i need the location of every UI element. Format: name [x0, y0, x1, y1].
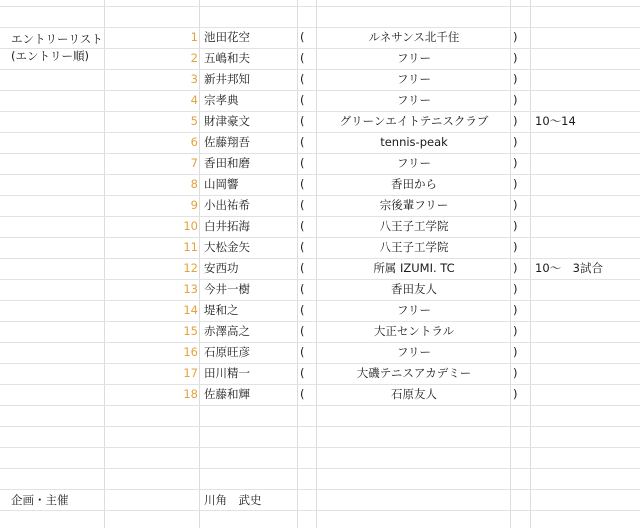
paren-close-cell[interactable]: ) [513, 219, 518, 233]
table-row [0, 132, 640, 153]
row-divider [0, 405, 640, 406]
paren-open-cell[interactable]: ( [300, 30, 305, 44]
note-cell[interactable] [535, 27, 639, 48]
paren-open-cell[interactable]: ( [300, 366, 305, 380]
note-cell[interactable] [535, 216, 639, 237]
club-cell[interactable]: 宗後輩フリー [379, 198, 449, 212]
table-row [0, 90, 640, 111]
paren-close-cell[interactable]: ) [513, 156, 518, 170]
paren-close-cell[interactable]: ) [513, 72, 518, 86]
club-cell[interactable]: 石原友人 [391, 387, 437, 401]
paren-close-cell[interactable]: ) [513, 261, 518, 275]
paren-open-cell[interactable]: ( [300, 93, 305, 107]
table-row [0, 300, 640, 321]
player-name-cell[interactable]: 白井拓海 [204, 219, 250, 233]
club-cell[interactable]: tennis-peak [380, 135, 448, 149]
entry-number-cell[interactable]: 4 [190, 93, 198, 107]
paren-close-cell[interactable]: ) [513, 387, 518, 401]
club-cell[interactable]: グリーンエイトテニスクラブ [339, 114, 489, 128]
club-cell[interactable]: ルネサンス北千住 [368, 30, 460, 44]
note-cell[interactable] [535, 279, 639, 300]
paren-close-cell[interactable]: ) [513, 282, 518, 296]
entry-number-cell[interactable]: 7 [190, 156, 198, 170]
player-name-cell[interactable]: 新井邦知 [204, 72, 250, 86]
table-row [0, 69, 640, 90]
entry-number-cell[interactable]: 13 [183, 282, 198, 296]
paren-close-cell[interactable]: ) [513, 177, 518, 191]
table-row [0, 153, 640, 174]
note-cell[interactable] [535, 363, 639, 384]
player-name-cell[interactable]: 佐藤和輝 [204, 387, 250, 401]
player-name-cell[interactable]: 池田花空 [204, 30, 250, 44]
player-name-cell[interactable]: 山岡響 [204, 177, 239, 191]
paren-close-cell[interactable]: ) [513, 324, 518, 338]
club-cell[interactable]: 八王子工学院 [379, 219, 449, 233]
note-cell[interactable] [535, 132, 639, 153]
note-cell[interactable] [535, 48, 639, 69]
paren-open-cell[interactable]: ( [300, 72, 305, 86]
club-cell[interactable]: 大正セントラル [373, 324, 455, 338]
table-row [0, 111, 640, 132]
player-name-cell[interactable]: 安西功 [204, 261, 239, 275]
note-cell[interactable] [535, 300, 639, 321]
club-cell[interactable]: フリー [396, 93, 432, 107]
entry-number-cell[interactable]: 8 [190, 177, 198, 191]
player-name-cell[interactable]: 今井一樹 [204, 282, 250, 296]
paren-open-cell[interactable]: ( [300, 198, 305, 212]
paren-open-cell[interactable]: ( [300, 387, 305, 401]
note-cell[interactable] [535, 69, 639, 90]
club-cell[interactable]: 所属 IZUMI. TC [373, 261, 455, 275]
entry-number-cell[interactable]: 11 [183, 240, 198, 254]
entry-number-cell[interactable]: 5 [190, 114, 198, 128]
entry-number-cell[interactable]: 17 [183, 366, 198, 380]
paren-open-cell[interactable]: ( [300, 303, 305, 317]
entry-number-cell[interactable]: 16 [183, 345, 198, 359]
entry-number-cell[interactable]: 2 [190, 51, 198, 65]
entry-number-cell[interactable]: 10 [183, 219, 198, 233]
table-row [0, 237, 640, 258]
note-cell[interactable] [535, 153, 639, 174]
club-cell[interactable]: 香田から [391, 177, 437, 191]
player-name-cell[interactable]: 赤澤高之 [204, 324, 250, 338]
club-cell[interactable]: フリー [396, 72, 432, 86]
organizer-label[interactable]: 企画・主催 [11, 493, 69, 507]
club-cell[interactable]: フリー [396, 156, 432, 170]
club-cell[interactable]: 香田友人 [391, 282, 437, 296]
paren-close-cell[interactable]: ) [513, 198, 518, 212]
paren-close-cell[interactable]: ) [513, 240, 518, 254]
paren-open-cell[interactable]: ( [300, 156, 305, 170]
club-cell[interactable]: 大磯テニスアカデミー [356, 366, 472, 380]
sheet-title[interactable]: エントリーリスト [11, 32, 103, 46]
player-name-cell[interactable]: 石原旺彦 [204, 345, 250, 359]
entry-number-cell[interactable]: 6 [190, 135, 198, 149]
paren-close-cell[interactable]: ) [513, 114, 518, 128]
paren-open-cell[interactable]: ( [300, 345, 305, 359]
player-name-cell[interactable]: 佐藤翔吾 [204, 135, 250, 149]
paren-open-cell[interactable]: ( [300, 324, 305, 338]
paren-close-cell[interactable]: ) [513, 93, 518, 107]
paren-open-cell[interactable]: ( [300, 240, 305, 254]
player-name-cell[interactable]: 宗孝典 [204, 93, 239, 107]
note-cell[interactable] [535, 321, 639, 342]
note-cell[interactable] [535, 342, 639, 363]
paren-close-cell[interactable]: ) [513, 303, 518, 317]
club-cell[interactable]: フリー [396, 345, 432, 359]
player-name-cell[interactable]: 香田和磨 [204, 156, 250, 170]
note-cell[interactable] [535, 237, 639, 258]
paren-close-cell[interactable]: ) [513, 366, 518, 380]
paren-close-cell[interactable]: ) [513, 345, 518, 359]
table-row [0, 363, 640, 384]
paren-close-cell[interactable]: ) [513, 51, 518, 65]
paren-open-cell[interactable]: ( [300, 177, 305, 191]
row-divider [0, 510, 640, 511]
table-row [0, 321, 640, 342]
row-divider [0, 489, 640, 490]
table-row [0, 174, 640, 195]
table-row [0, 384, 640, 405]
note-cell[interactable] [535, 174, 639, 195]
note-cell[interactable]: 10〜 3試合 [535, 261, 603, 275]
table-row [0, 342, 640, 363]
paren-open-cell[interactable]: ( [300, 135, 305, 149]
paren-open-cell[interactable]: ( [300, 114, 305, 128]
player-name-cell[interactable]: 五嶋和夫 [204, 51, 250, 65]
player-name-cell[interactable]: 財津豪文 [204, 114, 250, 128]
entry-number-cell[interactable]: 9 [190, 198, 198, 212]
organizer-name[interactable]: 川角 武史 [204, 493, 262, 507]
club-cell[interactable]: 八王子工学院 [379, 240, 449, 254]
row-divider [0, 6, 640, 7]
paren-open-cell[interactable]: ( [300, 282, 305, 296]
note-cell[interactable] [535, 90, 639, 111]
entry-number-cell[interactable]: 18 [183, 387, 198, 401]
entry-number-cell[interactable]: 1 [190, 30, 198, 44]
note-cell[interactable] [535, 384, 639, 405]
player-name-cell[interactable]: 大松金矢 [204, 240, 250, 254]
player-name-cell[interactable]: 田川精一 [204, 366, 250, 380]
club-cell[interactable]: フリー [396, 303, 432, 317]
table-row [0, 216, 640, 237]
table-row [0, 279, 640, 300]
row-divider [0, 468, 640, 469]
table-row [0, 48, 640, 69]
player-name-cell[interactable]: 小出祐希 [204, 198, 250, 212]
paren-open-cell[interactable]: ( [300, 51, 305, 65]
entry-number-cell[interactable]: 14 [183, 303, 198, 317]
paren-close-cell[interactable]: ) [513, 135, 518, 149]
table-row [0, 27, 640, 48]
table-row [0, 195, 640, 216]
note-cell[interactable] [535, 195, 639, 216]
paren-close-cell[interactable]: ) [513, 30, 518, 44]
row-divider [0, 447, 640, 448]
club-cell[interactable]: フリー [396, 51, 432, 65]
sheet-subtitle[interactable]: (エントリー順) [11, 49, 89, 63]
paren-open-cell[interactable]: ( [300, 261, 305, 275]
note-cell[interactable]: 10〜14 [535, 114, 576, 128]
player-name-cell[interactable]: 堤和之 [204, 303, 239, 317]
entry-number-cell[interactable]: 12 [183, 261, 198, 275]
table-row [0, 258, 640, 279]
paren-open-cell[interactable]: ( [300, 219, 305, 233]
entry-number-cell[interactable]: 15 [183, 324, 198, 338]
entry-number-cell[interactable]: 3 [190, 72, 198, 86]
row-divider [0, 426, 640, 427]
